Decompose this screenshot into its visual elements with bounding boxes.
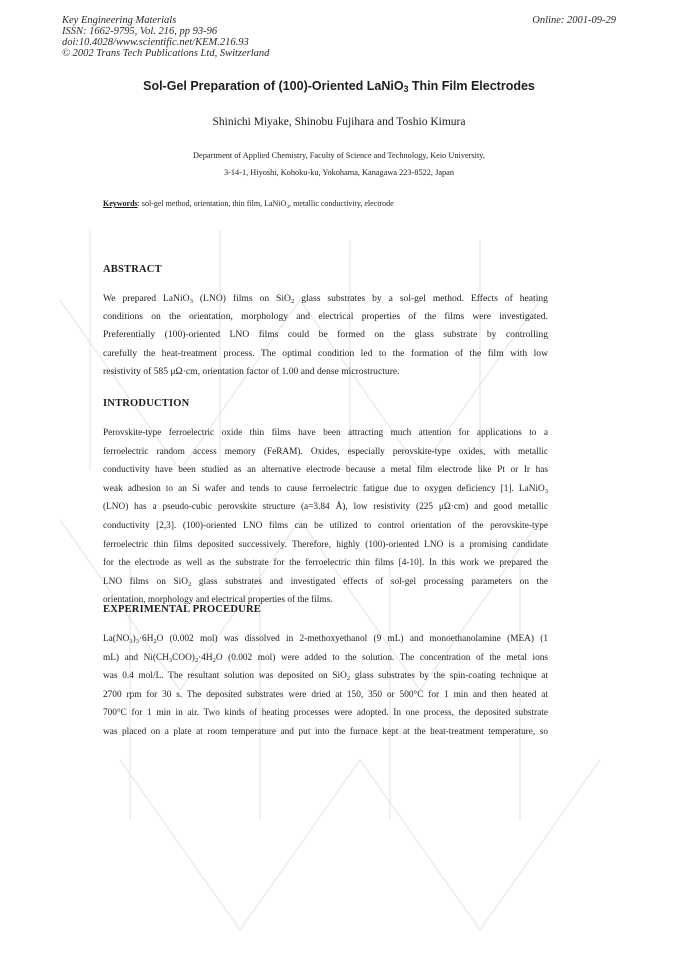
journal-name: Key Engineering Materials xyxy=(62,15,177,26)
experimental-text: $La(NO_3)_3\cdot 6H_2O$ (0.002 mol) was dissolved in 2-methoxyethanol (9 mL) and monoethanolamine (MEA) (1 mL) and $Ni(CH_3COO)_2\cdot 4H_2O$ (0.002 mol) were added to the solution. The concentration of the metal ions was 0.4 mol/L. The resultant solution was deposited on SiO$_2$ glass substrates by the spin-coating technique at 2700 rpm for 30 s. The deposited substrates were dried at 150, 350 or 500°C for 1 min and then heated at 700°C for 1 min in air. Two kinds of heating processes were adopted. In one process, the deposited substrate was placed on a plate at room temperature and put into the furnace kept at the heat-treatment temperature, so xyxy=(103,634,548,737)
author-affiliation: Department of Applied Chemistry, Faculty of Science and Technology, Keio University, 3-14-1, Hiyoshi, Kohoku-ku, Yokohama, Kanagawa 223-8522, Japan xyxy=(193,151,485,177)
introduction-text: Perovskite-type ferroelectric oxide thin films have been attracting much attention for applications to a ferroelectric random access memory (FeRAM). Oxides, especially perovskite-type oxides, with metallic conductivity have been studied as an alternative electrode because a metal film electrode like Pt or Ir has weak adhesion to an Si wafer and tends to cause ferroelectric fatigue due to oxygen deficiency [1]. LaNiO$_3$ (LNO) has a pseudo-cubic perovskite structure (a=3.84 Å), low resistivity (225 μΩ·cm) and good metallic conductivity [2,3]. (100)-oriented LNO films can be utilized to control orientation of the perovskite-type ferroelectric thin films deposited successively. Therefore, highly (100)-oriented LNO is a promising candidate for the electrode as well as the substrate for the ferroelectric thin films [4-10]. In this work we prepared the LNO films on SiO$_2$ glass substrates and investigated effects of sol-gel processing parameters on the orientation, morphology and electrical properties of the films. xyxy=(103,428,548,606)
abstract-text: We prepared LaNiO$_3$ (LNO) films on SiO$_2$ glass substrates by a sol-gel method. Effects of heating conditions on the orientation, morphology and electrical properties of the films were investigated. Preferentially (100)-oriented LNO films could be formed on the glass substrate by controlling carefully the heat-treatment process. The optimal condition led to the formation of the film with low resistivity of 585 μΩ·cm, orientation factor of 1.00 and dense microstructure. xyxy=(103,293,548,377)
journal-doi: doi:10.4028/www.scientific.net/KEM.216.93 xyxy=(62,37,249,48)
online-date: Online: 2001-09-29 xyxy=(532,15,616,26)
journal-copyright: © 2002 Trans Tech Publications Ltd, Switzerland xyxy=(62,48,270,59)
keywords-line: Keywords: sol-gel method, orientation, thin film, LaNiO$_3$, metallic conductivity, electrode xyxy=(103,199,394,210)
experimental-heading: EXPERIMENTAL PROCEDURE xyxy=(103,604,261,615)
keywords-label: Keywords xyxy=(103,199,138,208)
introduction-heading: INTRODUCTION xyxy=(103,398,190,409)
abstract-heading: ABSTRACT xyxy=(103,264,162,275)
paper-title: Sol-Gel Preparation of (100)-Oriented LaNiO$_3$ Thin Film Electrodes xyxy=(143,79,535,94)
paper-authors: Shinichi Miyake, Shinobu Fujihara and Toshio Kimura xyxy=(212,116,466,128)
journal-issn: ISSN: 1662-9795, Vol. 216, pp 93-96 xyxy=(62,26,218,37)
journal-info xyxy=(62,15,269,59)
